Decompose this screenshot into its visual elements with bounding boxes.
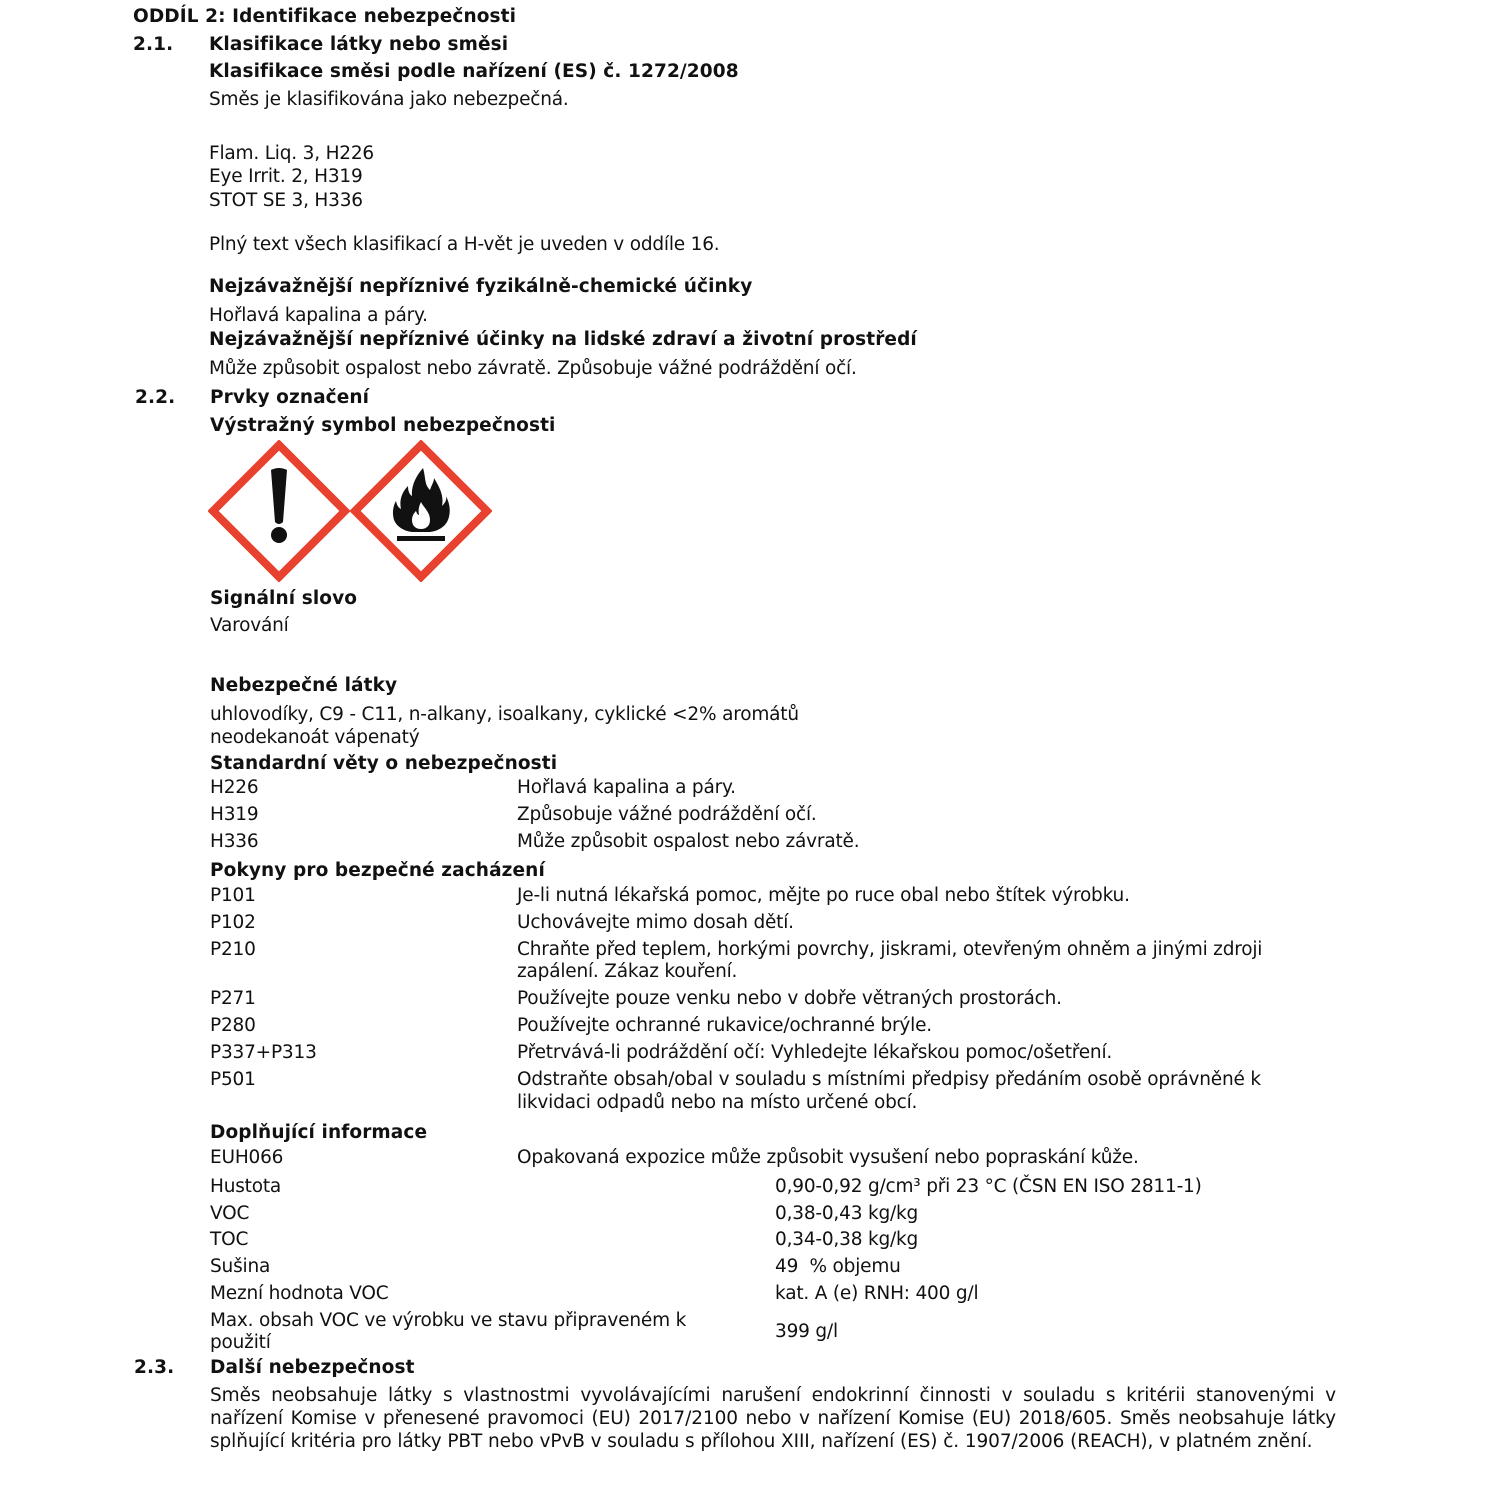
hazardous-substance: neodekanoát vápenatý bbox=[210, 727, 420, 748]
h-statements-heading: Standardní věty o nebezpečnosti bbox=[210, 753, 558, 774]
section-title: ODDÍL 2: Identifikace nebezpečnosti bbox=[133, 6, 517, 27]
classification-item: STOT SE 3, H336 bbox=[209, 190, 363, 211]
property-label: TOC bbox=[210, 1229, 249, 1250]
heading-classification: Klasifikace látky nebo směsi bbox=[209, 34, 509, 55]
h-text: Hořlavá kapalina a páry. bbox=[517, 777, 736, 798]
property-label-continued: použití bbox=[210, 1332, 271, 1353]
p-text: Používejte ochranné rukavice/ochranné brýle. bbox=[517, 1015, 932, 1036]
property-value: 0,90-0,92 g/cm³ při 23 °C (ČSN EN ISO 2811-1) bbox=[775, 1176, 1202, 1197]
p-code: P501 bbox=[210, 1069, 256, 1090]
signal-heading: Signální slovo bbox=[210, 588, 358, 609]
health-text: Může způsobit ospalost nebo závratě. Způsobuje vážné podráždění očí. bbox=[209, 358, 857, 379]
heading-other-hazards: Další nebezpečnost bbox=[210, 1357, 415, 1378]
p-code: P210 bbox=[210, 939, 256, 960]
property-value: 49 % objemu bbox=[775, 1256, 901, 1277]
signal-word: Varování bbox=[210, 615, 289, 636]
property-value: kat. A (e) RNH: 400 g/l bbox=[775, 1283, 979, 1304]
h-text: Může způsobit ospalost nebo závratě. bbox=[517, 831, 860, 852]
property-label: VOC bbox=[210, 1203, 250, 1224]
p-text: Přetrvává-li podráždění očí: Vyhledejte lékařskou pomoc/ošetření. bbox=[517, 1042, 1113, 1063]
property-label: Hustota bbox=[210, 1176, 282, 1197]
physchem-heading: Nejzávažnější nepříznivé fyzikálně-chemické účinky bbox=[209, 276, 753, 297]
euh-text: Opakovaná expozice může způsobit vysušení nebo popraskání kůže. bbox=[517, 1147, 1139, 1168]
other-hazards-text: Směs neobsahuje látky s vlastnostmi vyvolávajícími narušení endokrinní činnosti v souladu s kritérii stanovenými v nařízení Komise v přenesené pravomoci (EU) 2017/2100 nebo v nařízení Komise (EU) 2018/605. Směs neobsahuje látky splňující kritéria pro látky PBT nebo vPvB v souladu s přílohou XIII, nařízení (ES) č. 1907/2006 (REACH), v platném znění. bbox=[210, 1385, 1336, 1452]
p-text: Používejte pouze venku nebo v dobře větraných prostorách. bbox=[517, 988, 1062, 1009]
section-number-2-2: 2.2. bbox=[135, 387, 176, 408]
health-heading: Nejzávažnější nepříznivé účinky na lidské zdraví a životní prostředí bbox=[209, 329, 917, 350]
section-number-2-1: 2.1. bbox=[133, 34, 174, 55]
physchem-text: Hořlavá kapalina a páry. bbox=[209, 305, 428, 326]
section-number-2-3: 2.3. bbox=[134, 1357, 175, 1378]
property-label: Max. obsah VOC ve výrobku ve stavu připraveném k bbox=[210, 1310, 687, 1331]
full-text-note: Plný text všech klasifikací a H-vět je uveden v oddíle 16. bbox=[209, 234, 720, 255]
p-text: Je-li nutná lékařská pomoc, mějte po ruce obal nebo štítek výrobku. bbox=[517, 885, 1130, 906]
classified-text: Směs je klasifikována jako nebezpečná. bbox=[209, 89, 569, 110]
pictogram-heading: Výstražný symbol nebezpečnosti bbox=[210, 415, 556, 436]
ghs02-flame-pictogram bbox=[350, 440, 492, 582]
subheading-regulation: Klasifikace směsi podle nařízení (ES) č. 1272/2008 bbox=[209, 61, 739, 82]
supplementary-heading: Doplňující informace bbox=[210, 1122, 428, 1143]
heading-label-elements: Prvky označení bbox=[210, 387, 370, 408]
p-code: P337+P313 bbox=[210, 1042, 317, 1063]
p-code: P280 bbox=[210, 1015, 256, 1036]
classification-item: Flam. Liq. 3, H226 bbox=[209, 143, 375, 164]
property-value: 399 g/l bbox=[775, 1321, 838, 1342]
hazardous-substance: uhlovodíky, C9 - C11, n-alkany, isoalkany, cyklické <2% aromátů bbox=[210, 704, 799, 725]
h-text: Způsobuje vážné podráždění očí. bbox=[517, 804, 817, 825]
property-value: 0,34-0,38 kg/kg bbox=[775, 1229, 919, 1250]
h-code: H319 bbox=[210, 804, 259, 825]
property-value: 0,38-0,43 kg/kg bbox=[775, 1203, 919, 1224]
p-text-continued: likvidaci odpadů nebo na místo určené obcí. bbox=[517, 1092, 918, 1113]
euh-code: EUH066 bbox=[210, 1147, 284, 1168]
p-text: Uchovávejte mimo dosah dětí. bbox=[517, 912, 794, 933]
p-code: P101 bbox=[210, 885, 256, 906]
p-text: Chraňte před teplem, horkými povrchy, jiskrami, otevřeným ohněm a jinými zdroji bbox=[517, 939, 1263, 960]
property-label: Mezní hodnota VOC bbox=[210, 1283, 389, 1304]
p-text-continued: zapálení. Zákaz kouření. bbox=[517, 961, 738, 982]
p-text: Odstraňte obsah/obal v souladu s místními předpisy předáním osobě oprávněné k bbox=[517, 1069, 1261, 1090]
p-code: P271 bbox=[210, 988, 256, 1009]
ghs07-exclamation-pictogram bbox=[208, 440, 350, 582]
hazardous-heading: Nebezpečné látky bbox=[210, 675, 398, 696]
p-code: P102 bbox=[210, 912, 256, 933]
p-statements-heading: Pokyny pro bezpečné zacházení bbox=[210, 860, 545, 881]
h-code: H226 bbox=[210, 777, 259, 798]
property-label: Sušina bbox=[210, 1256, 271, 1277]
h-code: H336 bbox=[210, 831, 259, 852]
classification-item: Eye Irrit. 2, H319 bbox=[209, 166, 363, 187]
